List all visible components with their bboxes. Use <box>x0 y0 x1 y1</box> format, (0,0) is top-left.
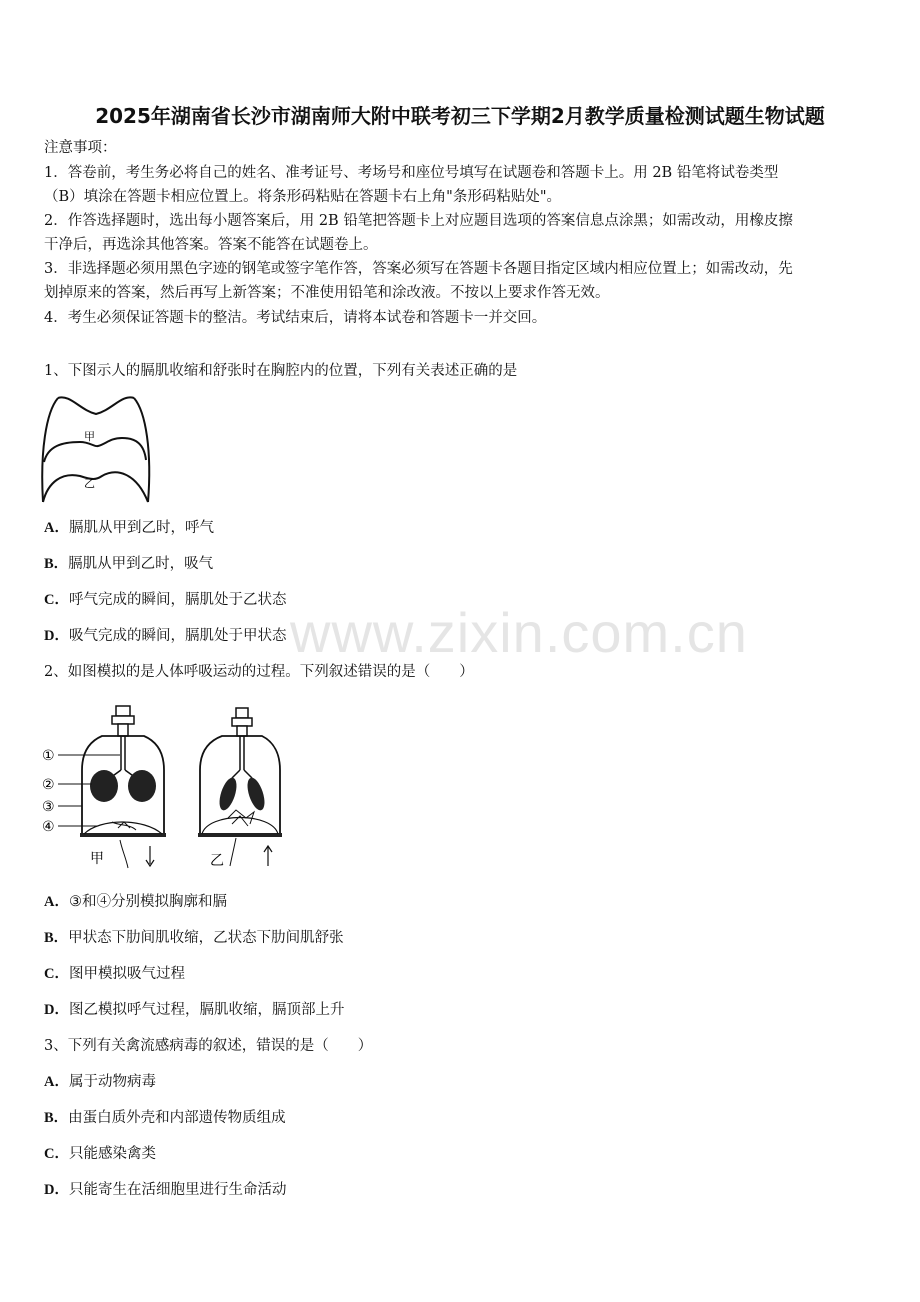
notice-item: 干净后，再选涂其他答案。答案不能答在试题卷上。 <box>44 237 378 253</box>
option-text: 图乙模拟呼气过程，膈肌收缩，膈顶部上升 <box>68 1002 345 1018</box>
option-label: B． <box>44 556 69 572</box>
option-label: A． <box>44 894 69 910</box>
fig2-marker-4: ④ <box>42 819 55 835</box>
q3-option-d <box>44 1180 286 1200</box>
notice-item: 4．考生必须保证答题卡的整洁。考试结束后，请将本试卷和答题卡一并交回。 <box>44 310 547 326</box>
fig2-marker-1: ① <box>42 748 55 764</box>
fig2-label-jia: 甲 <box>90 851 104 867</box>
q1-option-d <box>44 626 286 646</box>
q2-option-c <box>44 964 185 984</box>
option-text: 膈肌从甲到乙时，吸气 <box>68 556 214 572</box>
option-label: A． <box>44 520 69 536</box>
question-3-stem: 3、下列有关禽流感病毒的叙述，错误的是（ ） <box>44 1038 373 1054</box>
option-text: 图甲模拟吸气过程 <box>68 966 185 982</box>
option-text: 只能感染禽类 <box>68 1146 156 1162</box>
option-text: 吸气完成的瞬间，膈肌处于甲状态 <box>68 628 287 644</box>
option-text: 膈肌从甲到乙时，呼气 <box>68 520 214 536</box>
fig2-label-yi: 乙 <box>210 853 224 869</box>
notice-item: 划掉原来的答案，然后再写上新答案；不准使用铅笔和涂改液。不按以上要求作答无效。 <box>44 285 610 301</box>
fig2-marker-2: ② <box>42 777 55 793</box>
option-label: C． <box>44 1146 69 1162</box>
option-label: D． <box>44 1002 69 1018</box>
option-text: 只能寄生在活细胞里进行生命活动 <box>68 1182 287 1198</box>
bell-jar-figure <box>40 700 300 875</box>
option-text: ③和④分别模拟胸廓和膈 <box>68 894 227 910</box>
q1-option-b <box>44 554 213 574</box>
watermark: www.zixin.com.cn <box>290 601 748 664</box>
option-label: C． <box>44 592 69 608</box>
q3-option-b <box>44 1108 286 1128</box>
q3-option-a <box>44 1072 156 1092</box>
question-1-stem: 1、下图示人的膈肌收缩和舒张时在胸腔内的位置，下列有关表述正确的是 <box>44 363 518 379</box>
q2-option-a <box>44 892 227 912</box>
notice-item: （B）填涂在答题卡相应位置上。将条形码粘贴在答题卡右上角"条形码粘贴处"。 <box>44 189 561 205</box>
notice-heading: 注意事项： <box>44 140 117 156</box>
question-2-stem: 2、如图模拟的是人体呼吸运动的过程。下列叙述错误的是（ ） <box>44 664 474 680</box>
q3-option-c <box>44 1144 156 1164</box>
option-text: 甲状态下肋间肌收缩，乙状态下肋间肌舒张 <box>68 930 344 946</box>
notice-item: 3．非选择题必须用黑色字迹的钢笔或签字笔作答，答案必须写在答题卡各题目指定区域内相应位置上；如需改动，先 <box>44 261 793 277</box>
option-label: B． <box>44 930 69 946</box>
fig1-label-yi: 乙 <box>84 477 95 490</box>
q2-option-d <box>44 1000 344 1020</box>
option-text: 由蛋白质外壳和内部遗传物质组成 <box>68 1110 286 1126</box>
notice-item: 1．答卷前，考生务必将自己的姓名、准考证号、考场号和座位号填写在试题卷和答题卡上。用 2B 铅笔将试卷类型 <box>44 165 779 181</box>
option-text: 呼气完成的瞬间，膈肌处于乙状态 <box>68 592 287 608</box>
page-title: 2025年湖南省长沙市湖南师大附中联考初三下学期2月教学质量检测试题生物试题 <box>95 104 825 128</box>
diaphragm-figure <box>40 392 152 510</box>
option-label: C． <box>44 966 69 982</box>
option-label: D． <box>44 628 69 644</box>
q1-option-c <box>44 590 286 610</box>
q2-option-b <box>44 928 344 948</box>
option-label: A． <box>44 1074 69 1090</box>
notice-item: 2．作答选择题时，选出每小题答案后，用 2B 铅笔把答题卡上对应题目选项的答案信息点涂黑；如需改动，用橡皮擦 <box>44 213 793 229</box>
option-text: 属于动物病毒 <box>68 1074 156 1090</box>
option-label: B． <box>44 1110 69 1126</box>
fig2-marker-3: ③ <box>42 799 55 815</box>
option-label: D． <box>44 1182 69 1198</box>
q1-option-a <box>44 518 214 538</box>
fig1-label-jia: 甲 <box>84 430 95 443</box>
